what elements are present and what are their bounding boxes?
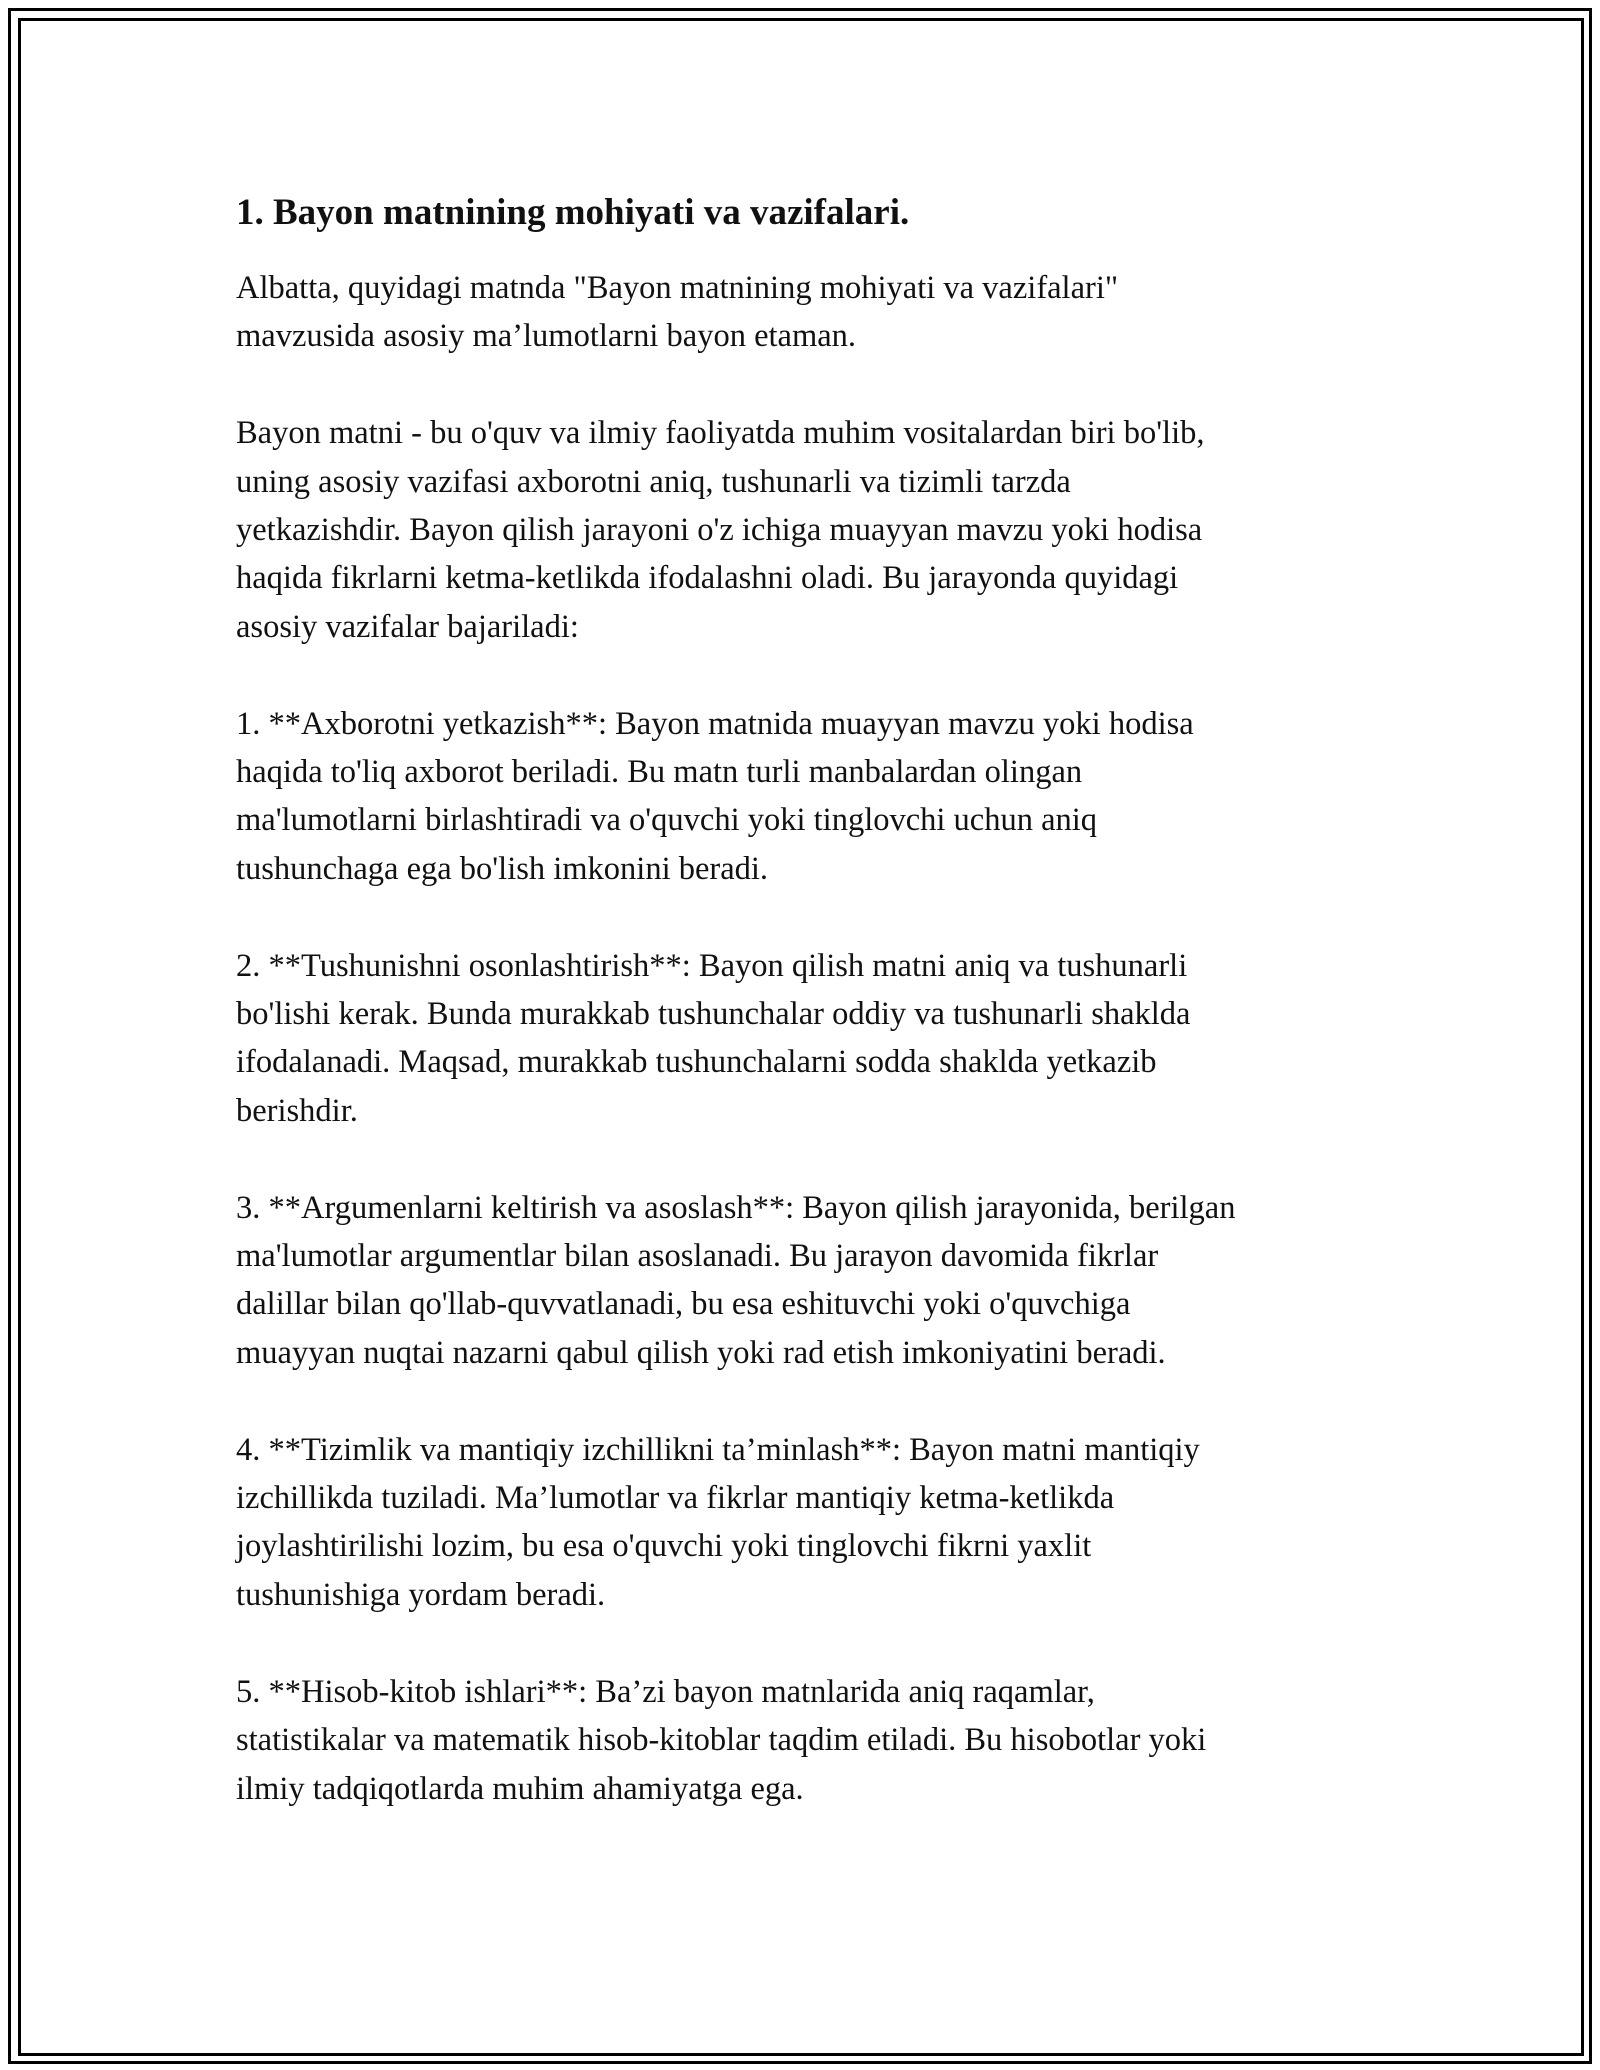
- list-item-1: 1. **Axborotni yetkazish**: Bayon matnida muayyan mavzu yoki hodisa haqida to'liq axborot beriladi. Bu matn turli manbalardan olingan ma'lumotlarni birlashtiradi va o'quvchi yoki tinglovchi uchun aniq tushunchaga ega bo'lish imkonini beradi.: [236, 705, 1194, 887]
- intro-paragraph: Albatta, quyidagi matnda "Bayon matnining mohiyati va vazifalari" mavzusida asosiy ma’lumotlarni bayon etaman.: [236, 270, 1119, 355]
- list-item-3: 3. **Argumenlarni keltirish va asoslash**: Bayon qilish jarayonida, berilgan ma'lumotlar argumentlar bilan asoslanadi. Bu jarayon davomida fikrlar dalillar bilan qo'llab-quvvatlanadi, bu esa eshituvchi yoki o'quvchiga muayyan nuqtai nazarni qabul qilish yoki rad etish imkoniyatini beradi.: [236, 1189, 1236, 1371]
- list-item-5: 5. **Hisob-kitob ishlari**: Ba’zi bayon matnlarida aniq raqamlar, statistikalar va matematik hisob-kitoblar taqdim etiladi. Bu hisobotlar yoki ilmiy tadqiqotlarda muhim ahamiyatga ega.: [236, 1673, 1207, 1807]
- list-item-4: 4. **Tizimlik va mantiqiy izchillikni ta’minlash**: Bayon matni mantiqiy izchillikda tuziladi. Ma’lumotlar va fikrlar mantiqiy ketma-ketlikda joylashtirilishi lozim, bu esa o'quvchi yoki tinglovchi fikrni yaxlit tushunishiga yordam beradi.: [236, 1431, 1200, 1613]
- definition-paragraph: Bayon matni - bu o'quv va ilmiy faoliyatda muhim vositalardan biri bo'lib, uning asosiy vazifasi axborotni aniq, tushunarli va tizimli tarzda yetkazishdir. Bayon qilish jarayoni o'z ichiga muayyan mavzu yoki hodisa haqida fikrlarni ketma-ketlikda ifodalashni oladi. Bu jarayonda quyidagi asosiy vazifalar bajariladi:: [236, 415, 1205, 645]
- list-item-2: 2. **Tushunishni osonlashtirish**: Bayon qilish matni aniq va tushunarli bo'lishi kerak. Bunda murakkab tushunchalar oddiy va tushunarli shaklda ifodalanadi. Maqsad, murakkab tushunchalarni sodda shaklda yetkazib berishdir.: [236, 947, 1191, 1129]
- document-body: [236, 188, 1386, 1861]
- document-heading: 1. Bayon matnining mohiyati va vazifalari.: [236, 192, 910, 233]
